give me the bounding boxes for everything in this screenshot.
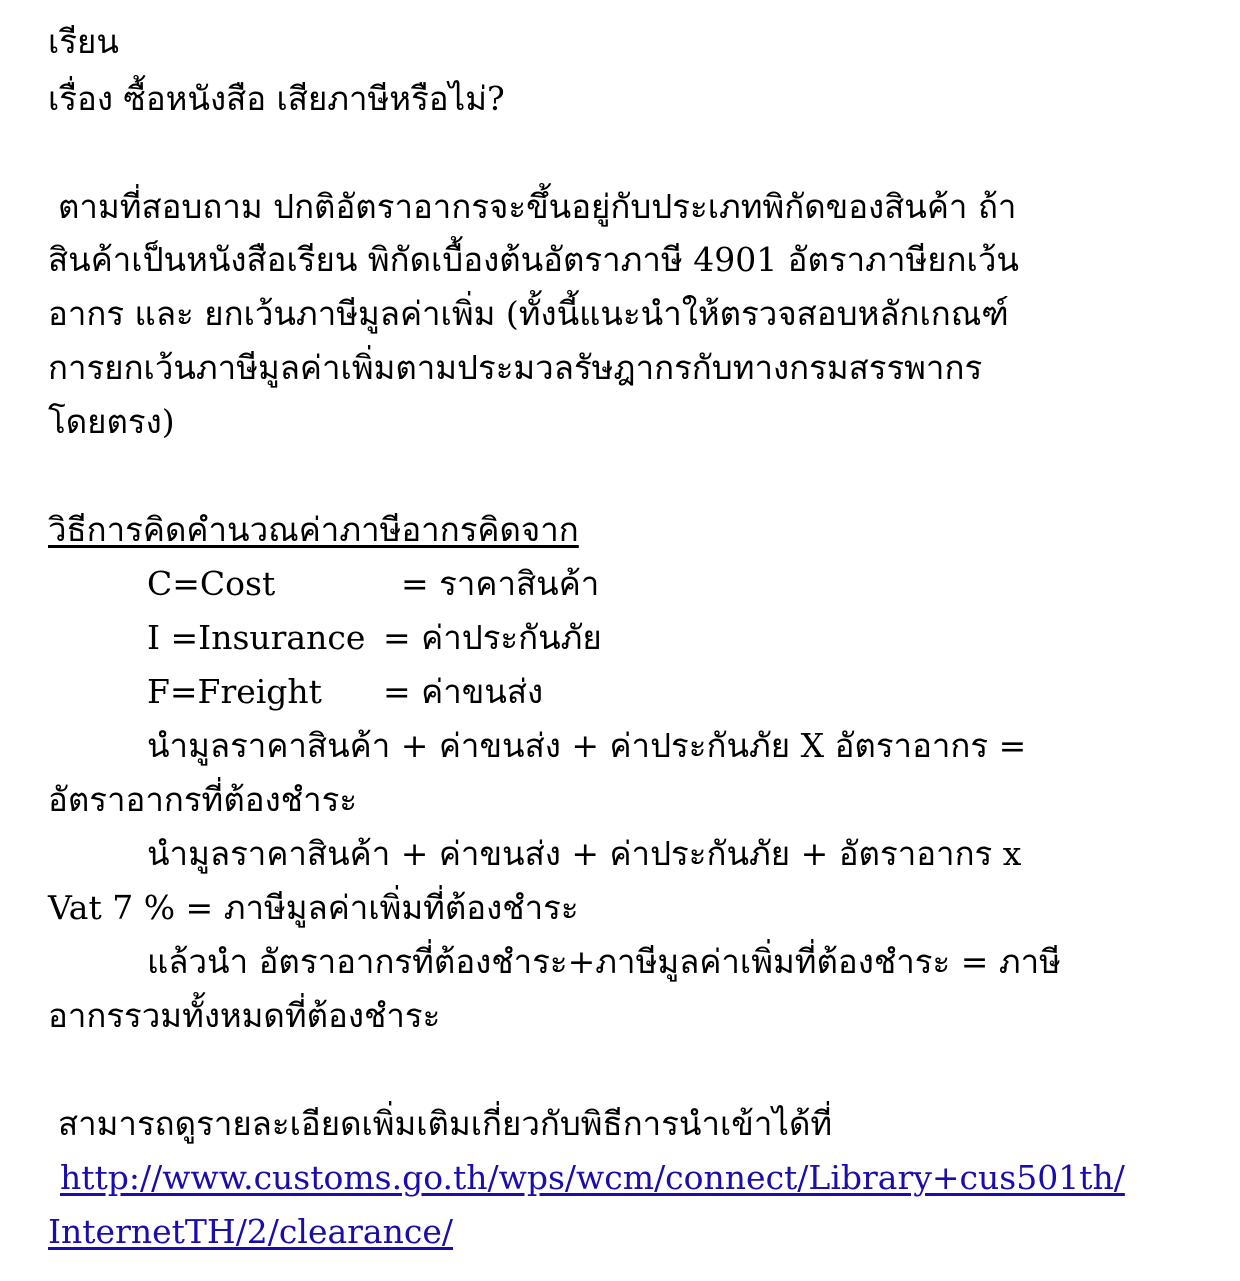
answer-line: สินค้าเป็นหนังสือเรียน พิกัดเบื้องต้นอัตราภาษี 4901 อัตราภาษียกเว้น [48,240,1019,279]
subject-line: เรื่อง ซื้อหนังสือ เสียภาษีหรือไม่? [48,79,505,118]
customs-link[interactable] [60,1158,1125,1198]
definition-value: = ค่าประกันภัย [383,618,602,657]
customs-link-continued[interactable] [48,1212,453,1252]
method-heading: วิธีการคิดคำนวณค่าภาษีอากรคิดจาก [48,510,579,549]
definition-value: = ราคาสินค้า [401,564,600,603]
formula-line: แล้วนำ อัตราอากรที่ต้องชำระ+ภาษีมูลค่าเพิ่มที่ต้องชำระ = ภาษี [147,942,1061,981]
formula-line: อัตราอากรที่ต้องชำระ [48,780,358,819]
definition-term: C=Cost [147,564,276,603]
definition-term: F=Freight [147,672,322,711]
customs-link-part2[interactable]: InternetTH/2/clearance/ [48,1212,453,1251]
formula-line: อากรรวมทั้งหมดที่ต้องชำระ [48,996,441,1035]
answer-line: โดยตรง) [48,402,175,441]
definition-term: I =Insurance [147,618,366,657]
customs-link-part1[interactable]: http://www.customs.go.th/wps/wcm/connect/Library+cus501th/ [60,1158,1125,1197]
answer-line: ตามที่สอบถาม ปกติอัตราอากรจะขึ้นอยู่กับประเภทพิกัดของสินค้า ถ้า [58,187,1017,226]
definition-row [147,672,543,712]
formula-line: นำมูลราคาสินค้า + ค่าขนส่ง + ค่าประกันภัย + อัตราอากร x [147,834,1022,873]
definition-row [147,618,602,658]
answer-line: อากร และ ยกเว้นภาษีมูลค่าเพิ่ม (ทั้งนี้แนะนำให้ตรวจสอบหลักเกณฑ์ [48,294,1009,333]
definition-row [147,564,599,604]
definition-value: = ค่าขนส่ง [383,672,544,711]
formula-line: Vat 7 % = ภาษีมูลค่าเพิ่มที่ต้องชำระ [48,888,579,927]
more-info-text: สามารถดูรายละเอียดเพิ่มเติมเกี่ยวกับพิธีการนำเข้าได้ที่ [58,1104,833,1143]
formula-line: นำมูลราคาสินค้า + ค่าขนส่ง + ค่าประกันภัย X อัตราอากร = [147,726,1027,765]
salutation: เรียน [48,22,119,61]
answer-line: การยกเว้นภาษีมูลค่าเพิ่มตามประมวลรัษฎากรกับทางกรมสรรพากร [48,348,983,387]
